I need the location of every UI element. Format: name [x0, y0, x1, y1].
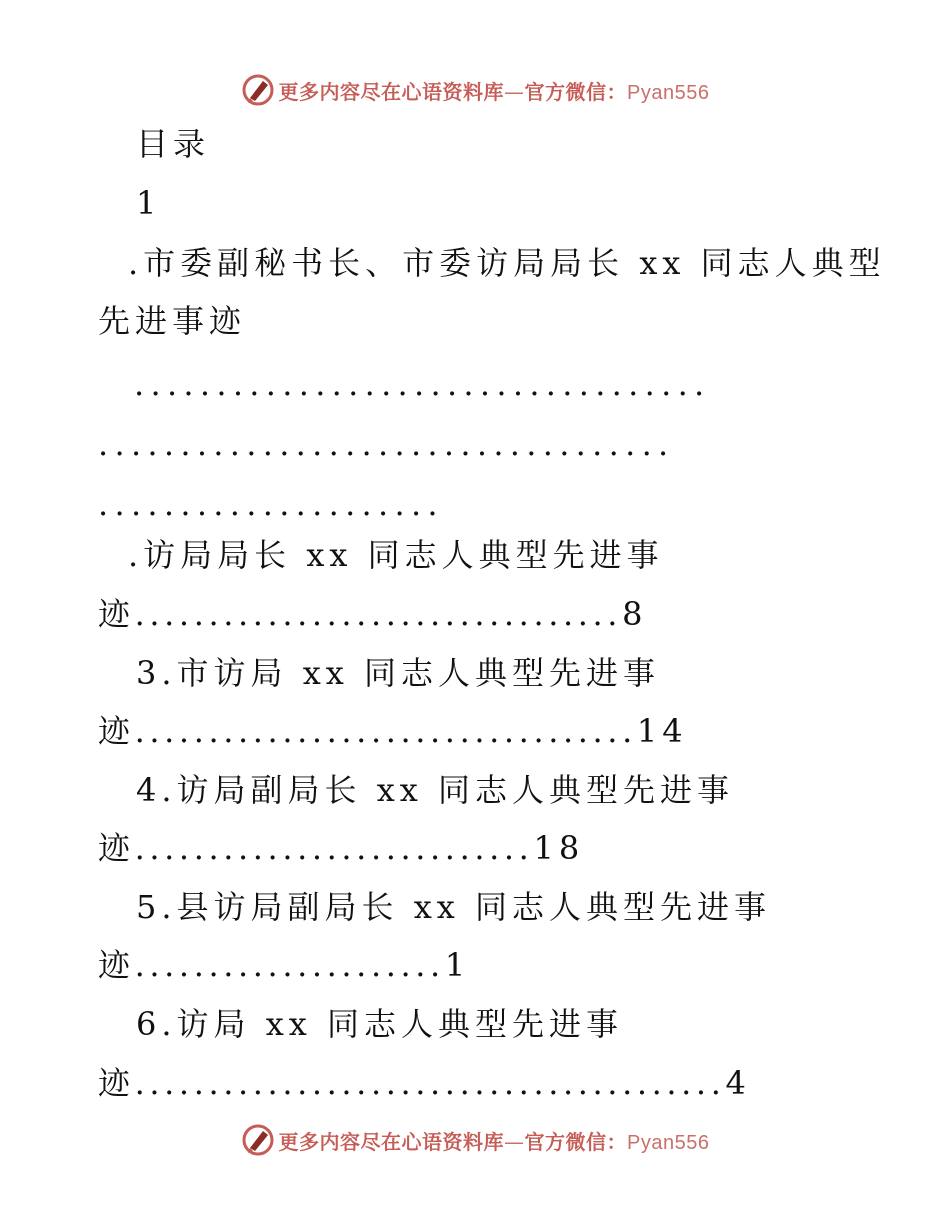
toc-entry-5-page: 1 [444, 946, 471, 984]
toc-entry-1-line1: .市委副秘书长、市委访局局长 xx 同志人典型 [128, 244, 886, 282]
toc-entry-6-page: 4 [725, 1064, 751, 1102]
pen-circle-logo-icon [241, 73, 275, 107]
toc-entry-2-line2: 迹.................................8 [98, 595, 648, 633]
toc-entry-6-line2: 迹........................................4 [98, 1064, 751, 1102]
toc-entry-4-page: 18 [533, 829, 585, 867]
toc-entry-1-leader-3: ..................... [98, 485, 444, 523]
toc-entry-1-leader-1: ................................... [134, 365, 711, 403]
pen-circle-logo-icon [241, 1123, 275, 1157]
toc-entry-3-page: 14 [636, 712, 688, 750]
toc-entry-2-line1: .访局局长 xx 同志人典型先进事 [128, 536, 664, 574]
watermark-text: 更多内容尽在心语资料库—官方微信：Pyan556 [278, 1129, 710, 1154]
toc-entry-1-line2: 先进事迹 [98, 302, 247, 340]
toc-entry-3-line2: 迹..................................14 [98, 712, 688, 750]
footer-watermark [0, 1120, 950, 1160]
toc-entry-1-leader-2: ................................... [98, 425, 675, 463]
watermark-text: 更多内容尽在心语资料库—官方微信：Pyan556 [278, 79, 710, 104]
toc-entry-3-line1: 3.市访局 xx 同志人典型先进事 [136, 654, 660, 692]
toc-entry-2-page: 8 [622, 595, 648, 633]
toc-entry-4-line2: 迹...........................18 [98, 829, 585, 867]
toc-entry-5-line2: 迹.....................1 [98, 946, 471, 984]
toc-entry-4-line1: 4.访局副局长 xx 同志人典型先进事 [136, 771, 734, 809]
toc-entry-6-line1: 6.访局 xx 同志人典型先进事 [136, 1005, 623, 1043]
toc-first-number: 1 [136, 184, 162, 222]
header-watermark [0, 70, 950, 110]
toc-title: 目录 [136, 125, 211, 163]
toc-entry-5-line1: 5.县访局副局长 xx 同志人典型先进事 [136, 888, 771, 926]
